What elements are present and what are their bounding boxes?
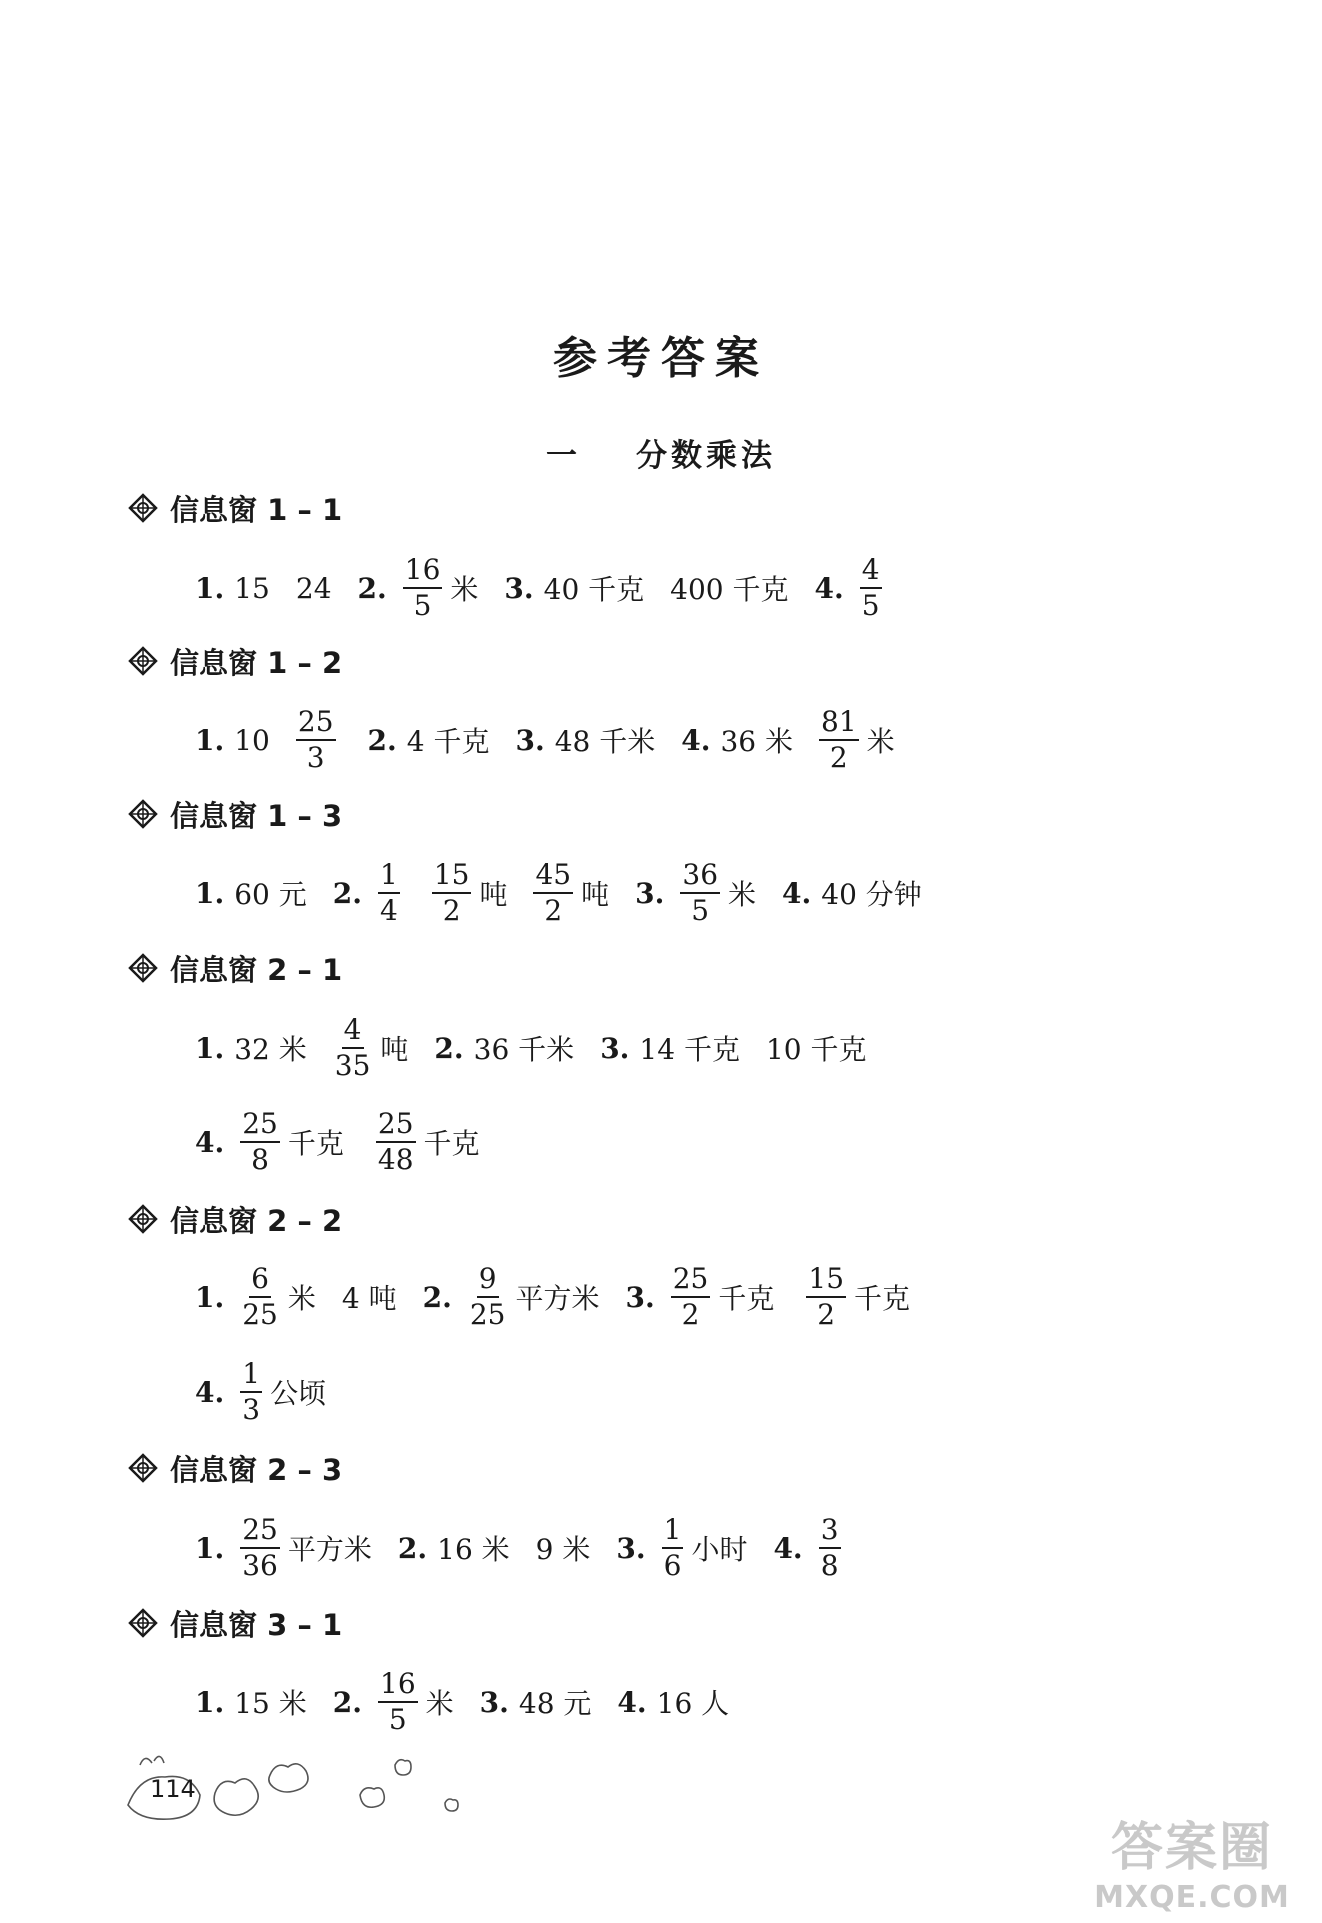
chapter-heading bbox=[0, 430, 1322, 475]
question-number: 4. bbox=[782, 876, 812, 910]
page-title: 参考答案 bbox=[553, 333, 769, 384]
question-number: 3. bbox=[479, 1685, 509, 1719]
answer-value: 24 bbox=[295, 571, 332, 605]
page-number: 114 bbox=[150, 1775, 196, 1803]
answer-line-2-1a bbox=[195, 1008, 866, 1088]
question-number: 4. bbox=[814, 571, 844, 605]
denominator: 3 bbox=[242, 1393, 261, 1426]
watermark-url: MXQE.COM bbox=[1094, 1880, 1290, 1915]
page-footer bbox=[120, 1735, 480, 1825]
fraction bbox=[403, 553, 443, 622]
diamond-bullet-icon bbox=[128, 1453, 158, 1483]
unit: 千克 bbox=[718, 1282, 775, 1315]
question-number: 3. bbox=[515, 723, 545, 757]
diamond-bullet-icon bbox=[128, 1204, 158, 1234]
denominator: 2 bbox=[829, 741, 848, 774]
denominator: 5 bbox=[413, 589, 432, 622]
fraction bbox=[860, 553, 882, 622]
question-number: 4. bbox=[617, 1685, 647, 1719]
numerator: 25 bbox=[376, 1110, 416, 1143]
numerator: 16 bbox=[378, 1670, 418, 1703]
denominator: 4 bbox=[380, 894, 398, 927]
denominator: 2 bbox=[442, 894, 461, 927]
answer-line-3-1 bbox=[195, 1662, 729, 1742]
denominator: 8 bbox=[820, 1549, 839, 1582]
numerator: 1 bbox=[378, 861, 400, 894]
question-number: 4. bbox=[195, 1125, 225, 1159]
answer-line-1-3 bbox=[195, 853, 922, 933]
fraction bbox=[662, 1513, 684, 1582]
section-title: 信息窗 2 – 3 bbox=[170, 1452, 343, 1487]
question-number: 1. bbox=[195, 876, 225, 910]
fraction bbox=[376, 1107, 416, 1176]
answer-line-1-1 bbox=[195, 548, 888, 628]
answer-value: 4 千克 bbox=[406, 725, 490, 758]
fraction bbox=[819, 705, 859, 774]
answer-value: 36 千米 bbox=[473, 1033, 575, 1066]
denominator: 5 bbox=[861, 589, 880, 622]
answer-value: 9 米 bbox=[535, 1533, 591, 1566]
denominator: 8 bbox=[251, 1143, 269, 1176]
diamond-bullet-icon bbox=[128, 953, 158, 983]
numerator: 25 bbox=[671, 1265, 711, 1298]
fraction bbox=[432, 858, 472, 927]
unit: 吨 bbox=[380, 1033, 409, 1066]
answer-value: 400 千克 bbox=[670, 573, 789, 606]
section-heading-2-2 bbox=[128, 1199, 342, 1239]
fraction bbox=[819, 1513, 841, 1582]
question-number: 3. bbox=[616, 1531, 646, 1565]
answer-value: 16 米 bbox=[437, 1533, 510, 1566]
unit: 小时 bbox=[691, 1533, 748, 1566]
diamond-bullet-icon bbox=[128, 1608, 158, 1638]
unit: 千克 bbox=[423, 1127, 480, 1160]
numerator: 4 bbox=[342, 1016, 364, 1049]
section-title: 信息窗 1 – 3 bbox=[170, 798, 343, 833]
unit: 平方米 bbox=[515, 1282, 600, 1315]
numerator: 1 bbox=[240, 1360, 262, 1393]
unit: 米 bbox=[866, 725, 895, 758]
answer-value: 40 分钟 bbox=[821, 878, 922, 911]
answer-value: 10 bbox=[234, 723, 270, 757]
question-number: 2. bbox=[367, 723, 397, 757]
watermark-title: 答案圈 bbox=[1110, 1818, 1273, 1878]
denominator: 2 bbox=[544, 894, 563, 927]
unit: 米 bbox=[425, 1687, 454, 1720]
section-heading-1-2 bbox=[128, 641, 342, 681]
answer-line-2-1b bbox=[195, 1102, 480, 1182]
numerator: 36 bbox=[680, 861, 720, 894]
answer-value: 48 千米 bbox=[554, 725, 656, 758]
denominator: 5 bbox=[388, 1703, 407, 1736]
numerator: 9 bbox=[477, 1265, 499, 1298]
section-title: 信息窗 1 – 2 bbox=[170, 645, 343, 680]
fraction bbox=[296, 705, 336, 774]
denominator: 5 bbox=[691, 894, 710, 927]
unit: 千克 bbox=[854, 1282, 911, 1315]
numerator: 15 bbox=[432, 861, 472, 894]
watermark-logo bbox=[1072, 1805, 1312, 1915]
numerator: 4 bbox=[860, 556, 882, 589]
section-heading-2-3 bbox=[128, 1448, 342, 1488]
denominator: 25 bbox=[469, 1298, 506, 1331]
answer-line-2-3 bbox=[195, 1508, 847, 1588]
section-title: 信息窗 2 – 2 bbox=[170, 1203, 343, 1238]
fraction bbox=[378, 1667, 418, 1736]
question-number: 4. bbox=[195, 1375, 225, 1409]
unit: 米 bbox=[728, 878, 757, 911]
section-title: 信息窗 1 – 1 bbox=[170, 492, 343, 527]
denominator: 25 bbox=[242, 1298, 278, 1331]
fraction bbox=[533, 858, 573, 927]
section-heading-2-1 bbox=[128, 948, 342, 988]
denominator: 3 bbox=[306, 741, 325, 774]
diamond-bullet-icon bbox=[128, 646, 158, 676]
answer-value: 10 千克 bbox=[765, 1033, 867, 1066]
question-number: 4. bbox=[681, 723, 711, 757]
fraction bbox=[671, 1262, 711, 1331]
answer-line-2-2b bbox=[195, 1352, 326, 1432]
section-heading-1-3 bbox=[128, 794, 342, 834]
denominator: 2 bbox=[817, 1298, 836, 1331]
numerator: 81 bbox=[819, 708, 859, 741]
numerator: 25 bbox=[240, 1110, 280, 1143]
section-title: 信息窗 3 – 1 bbox=[170, 1607, 343, 1642]
answer-value: 16 人 bbox=[656, 1687, 730, 1720]
unit: 公顷 bbox=[270, 1377, 327, 1410]
diamond-bullet-icon bbox=[128, 493, 158, 523]
unit: 米 bbox=[450, 573, 479, 606]
question-number: 3. bbox=[504, 571, 534, 605]
answer-value: 32 米 bbox=[234, 1033, 307, 1066]
unit: 米 bbox=[287, 1282, 316, 1315]
numerator: 45 bbox=[533, 861, 573, 894]
answer-value: 14 千克 bbox=[639, 1033, 740, 1066]
fraction bbox=[333, 1013, 373, 1082]
fraction bbox=[240, 1357, 262, 1426]
unit: 平方米 bbox=[287, 1533, 372, 1566]
chapter-number: 一 bbox=[546, 438, 581, 474]
numerator: 16 bbox=[403, 556, 443, 589]
unit: 吨 bbox=[581, 878, 610, 911]
fraction bbox=[806, 1262, 846, 1331]
fraction bbox=[468, 1262, 508, 1331]
section-heading-3-1 bbox=[128, 1603, 342, 1643]
answer-value: 15 米 bbox=[234, 1687, 307, 1720]
fraction bbox=[680, 858, 720, 927]
question-number: 4. bbox=[773, 1531, 803, 1565]
fraction bbox=[240, 1262, 280, 1331]
section-heading-1-1 bbox=[128, 488, 342, 528]
answer-value: 48 元 bbox=[518, 1687, 592, 1720]
question-number: 1. bbox=[195, 1280, 225, 1314]
answer-value: 60 元 bbox=[234, 878, 307, 911]
question-number: 2. bbox=[397, 1531, 428, 1565]
fraction bbox=[240, 1107, 280, 1176]
question-number: 3. bbox=[635, 876, 665, 910]
answer-value: 4 吨 bbox=[341, 1282, 397, 1315]
question-number: 2. bbox=[332, 876, 362, 910]
question-number: 3. bbox=[600, 1031, 630, 1065]
unit: 吨 bbox=[479, 878, 508, 911]
question-number: 2. bbox=[434, 1031, 464, 1065]
denominator: 35 bbox=[334, 1049, 371, 1082]
question-number: 2. bbox=[422, 1280, 452, 1314]
numerator: 15 bbox=[806, 1265, 846, 1298]
denominator: 36 bbox=[242, 1549, 278, 1582]
question-number: 1. bbox=[195, 1031, 225, 1065]
question-number: 1. bbox=[195, 723, 225, 757]
chapter-name: 分数乘法 bbox=[636, 438, 776, 474]
answer-value: 15 bbox=[234, 571, 270, 605]
answer-value: 40 千克 bbox=[543, 573, 645, 606]
question-number: 2. bbox=[332, 1685, 362, 1719]
question-number: 2. bbox=[357, 571, 387, 605]
denominator: 6 bbox=[663, 1549, 682, 1582]
numerator: 25 bbox=[240, 1516, 280, 1549]
numerator: 6 bbox=[249, 1265, 271, 1298]
section-title: 信息窗 2 – 1 bbox=[170, 952, 343, 987]
diamond-bullet-icon bbox=[128, 799, 158, 829]
fraction bbox=[240, 1513, 280, 1582]
answer-line-2-2a bbox=[195, 1257, 910, 1337]
numerator: 3 bbox=[819, 1516, 841, 1549]
question-number: 1. bbox=[195, 1685, 225, 1719]
numerator: 25 bbox=[296, 708, 336, 741]
numerator: 1 bbox=[662, 1516, 684, 1549]
unit: 千克 bbox=[287, 1127, 344, 1160]
question-number: 3. bbox=[625, 1280, 655, 1314]
question-number: 1. bbox=[195, 571, 225, 605]
answer-value: 36 米 bbox=[720, 725, 793, 758]
fraction bbox=[378, 858, 400, 927]
denominator: 2 bbox=[681, 1298, 700, 1331]
question-number: 1. bbox=[195, 1531, 225, 1565]
answer-line-1-2 bbox=[195, 700, 895, 780]
denominator: 48 bbox=[377, 1143, 414, 1176]
